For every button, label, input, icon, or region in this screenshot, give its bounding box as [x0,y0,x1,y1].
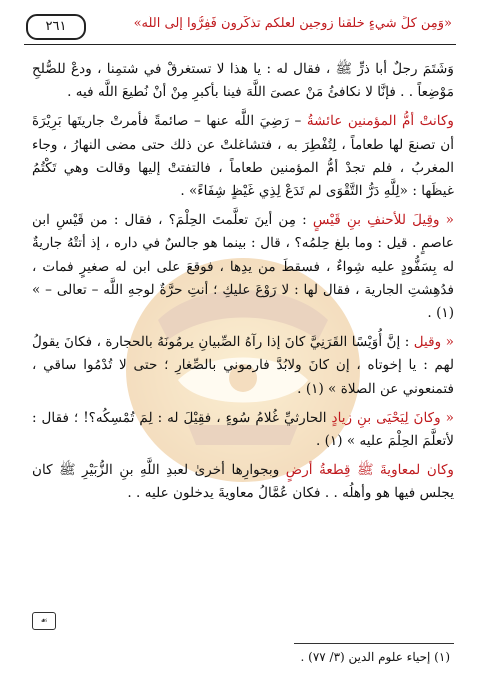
paragraph-aisha [32,110,454,203]
paragraph-lead: وكانتْ أمُّ المؤمنين عائشةُ [306,113,454,130]
paragraph-uways [32,331,454,401]
footnote-divider [294,643,454,644]
paragraph-lead: وكان لمعاويةَ ﷺ قِطعةُ أرضٍ [285,462,454,479]
paragraph-yahya [32,407,454,453]
main-text [32,58,454,512]
paragraph-abu-dharr: وَشَتَمَ رجلٌ أبا ذرٍّ ﷺ ، فقال له : يا هذا لا تستغرقْ في شتمِنا ، ودعْ للصُّلحِ مَوْضِعاً . . فإنَّا لا نكافئُ مَنْ عصىَ اللَّهَ فينا بأكبرِ مِنْ أنْ نُطيعَ اللَّه فيه . [32,61,454,101]
footnote: (١) إحياء علوم الدين (٣/ ٧٧) . [300,650,450,664]
honorific-seal-icon: ☙ [32,612,56,630]
page-number: ٢٦١ [26,14,86,40]
paragraph-lead: « وكانَ لِيَحْيَى بنِ زيادٍ [331,409,455,426]
page-header [24,14,456,42]
paragraph-lead: « وقيل [413,334,454,351]
paragraph-muawiya [32,459,454,505]
paragraph-text: : مِن أينَ تعلَّمتَ الحِلْمَ؟ ، فقال : من قَيْسِ ابن عاصمٍ . قيل : وما بلغ حِلمُه؟ ، قال : بينما هو جالسٌ في داره ، إذ أتتْهُ جاريةٌ له بِسَفُّودٍ عليه شِواءٌ ، فسقطَ من يدِها ، فوقعَ على ابن له صغيرٍ فمات ، فدُهِشتِ الجارية ، فقال لها : لا رَوْعَ عليكِ ؛ أنتِ حرَّةٌ لوجهِ اللَّه – تعالى – » (١) . [32,212,454,322]
paragraph-text: وبجوارِها أخرىٰ لعبدِ اللَّهِ بنِ الزُّبَيْرِ ﷺ كان يجلس فيها هو وأهلُه . . فكان عُمَّالُ معاويةَ يدخلون عليه . . [32,462,454,502]
paragraph-ahnaf [32,209,454,325]
paragraph-text: الحارثيِّ غُلامُ سُوءٍ ، فقِيْلَ له : لِمَ تُمْسِكُه؟! ؛ فقال : لأتعلَّمَ الحِلْمَ عليه » (١) . [32,409,454,450]
running-header-title: «وَمِن كلِّ شيءٍ خلقنا زوجين لعلكم تذكَّرون فَفِرُّوا إلى اللَّه» [133,16,452,31]
paragraph-text: : إنَّ أُوَيْسًا القَرَنِيَّ كانَ إذا رآهُ الصِّبيانِ يرمُونَهُ بالحجارة ، فكانَ يقولُ لهم : يا إخوتاه ، إن كانَ ولابُدَّ فارموني بالصِّغارِ ؛ حتى لا تُدْمُوا ساقي ، فتمنعوني عن الصلاة » (١) . [32,334,454,397]
paragraph-lead: « وقِيلَ للأحنفِ بنِ قَيْسٍ [312,212,454,229]
paragraph-text: – رَضِيَ اللَّه عنها – صائمةً فأمرتْ جاريتَها بَرِيْرَةَ أن تصنعَ لها طعاماً ، لِتُفْطِرَ به ، فتشاغلتْ عن ذلك حتى مضى النهارُ ، وجاء المغربُ ، فلم تجدْ أمُّ المؤمنين طعاماً ، فالتفتتْ إليها وقالت وهي تَكْتُمُ غيظَها : «لِلَّهِ دَرُّ التَّقْوَى لم تَدَعْ لِذِي غَيْظٍ شِفَاءً» . [32,113,454,200]
header-divider [24,44,456,45]
